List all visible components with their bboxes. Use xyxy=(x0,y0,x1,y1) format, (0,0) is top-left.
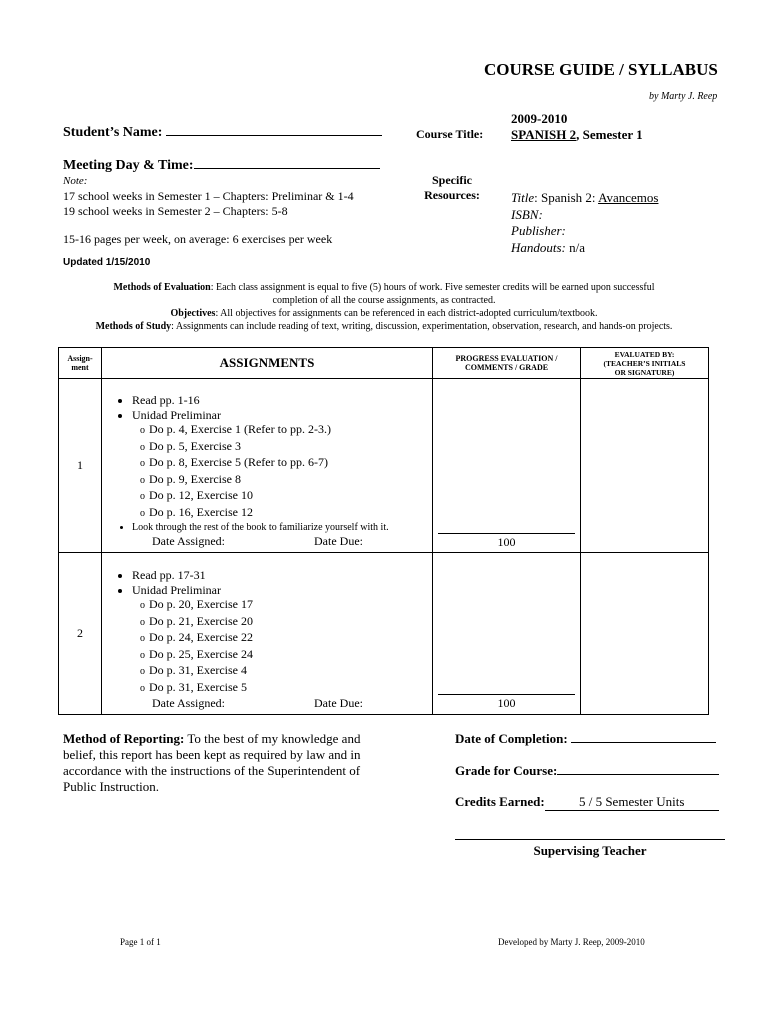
course-year: 2009-2010 xyxy=(511,111,568,126)
exercise-list xyxy=(132,422,432,521)
list-item: o Do p. 31, Exercise 4 xyxy=(140,663,432,680)
credits-field xyxy=(455,794,719,811)
grade-cell[interactable] xyxy=(433,553,581,715)
grade-value: 100 xyxy=(497,535,516,549)
list-item: o Do p. 21, Exercise 20 xyxy=(140,614,432,631)
list-item: o Do p. 20, Exercise 17 xyxy=(140,597,432,614)
resource-title-prefix: : Spanish 2: xyxy=(534,190,599,205)
resource-isbn-label: ISBN: xyxy=(511,206,543,222)
list-item: o Do p. 24, Exercise 22 xyxy=(140,630,432,647)
assignments-table xyxy=(58,347,709,715)
resource-handouts xyxy=(511,240,658,257)
credits-label: Credits Earned: xyxy=(455,794,545,809)
credits-value: 5 / 5 Semester Units xyxy=(545,794,719,811)
note-label: Note: xyxy=(63,175,88,187)
resource-handouts-value: n/a xyxy=(569,239,586,255)
note-line-2: 19 school weeks in Semester 2 – Chapters: 5-8 xyxy=(63,204,288,218)
reporting-label: Method of Reporting: xyxy=(63,731,185,746)
header-assignment-number-2: ment xyxy=(71,363,89,372)
reporting-line-2: belief, this report has been kept as required by law and in xyxy=(63,747,361,762)
course-grade-field[interactable] xyxy=(455,763,719,779)
resource-title-book: Avancemos xyxy=(598,190,659,205)
header-progress xyxy=(433,348,581,379)
list-item: o Do p. 4, Exercise 1 (Refer to pp. 2-3.) xyxy=(140,422,432,439)
resources-label xyxy=(416,173,488,203)
developed-by: Developed by Marty J. Reep, 2009-2010 xyxy=(498,937,645,947)
grade-line xyxy=(438,694,575,695)
header-progress-2: COMMENTS / GRADE xyxy=(464,363,549,372)
list-item: o Do p. 8, Exercise 5 (Refer to pp. 6-7) xyxy=(140,455,432,472)
list-item xyxy=(132,408,432,522)
list-item xyxy=(132,583,432,697)
reporting-line-4: Public Instruction. xyxy=(63,779,160,794)
reporting-line-1: To the best of my knowledge and xyxy=(184,731,361,746)
unit-name: Unidad Preliminar xyxy=(132,407,221,422)
course-grade-line[interactable] xyxy=(557,774,719,775)
meeting-time-label: Meeting Day & Time: xyxy=(63,158,194,173)
date-assigned-label: Date Assigned: xyxy=(152,534,225,548)
methods-objectives xyxy=(58,307,710,320)
assignment-list xyxy=(102,393,432,536)
note-line-1: 17 school weeks in Semester 1 – Chapters: Preliminar & 1-4 xyxy=(63,189,354,203)
completion-date-label: Date of Completion: xyxy=(455,731,568,746)
table-row xyxy=(59,553,709,715)
evaluation-label: Methods of Evaluation xyxy=(113,282,211,293)
reporting-section xyxy=(63,731,403,795)
resource-publisher-label: Publisher: xyxy=(511,223,566,238)
resource-title-label: Title xyxy=(511,190,535,205)
list-item: o Do p. 16, Exercise 12 xyxy=(140,505,432,522)
supervising-teacher-label: Supervising Teacher xyxy=(533,843,647,858)
objectives-text: : All objectives for assignments can be referenced in each district-adopted curriculum/textbook. xyxy=(215,308,598,319)
header-evaluated-1: EVALUATED BY: xyxy=(614,349,675,359)
course-semester: , Semester 1 xyxy=(576,127,643,142)
date-assigned-label: Date Assigned: xyxy=(152,696,225,710)
list-item: o Do p. 9, Exercise 8 xyxy=(140,472,432,489)
table-header-row xyxy=(59,348,709,379)
list-item: o Do p. 25, Exercise 24 xyxy=(140,647,432,664)
exercise-list xyxy=(132,597,432,696)
completion-date-field[interactable] xyxy=(455,731,716,747)
teacher-signature-line[interactable] xyxy=(455,839,725,840)
assignment-number: 2 xyxy=(59,553,102,715)
grade-line xyxy=(438,533,575,534)
author-byline: by Marty J. Reep xyxy=(649,91,718,102)
date-due-label: Date Due: xyxy=(314,534,363,548)
resources-label-line-1: Specific xyxy=(432,173,472,187)
date-fields xyxy=(102,696,363,711)
methods-study xyxy=(58,320,710,333)
completion-date-line[interactable] xyxy=(571,742,716,743)
header-evaluated-by xyxy=(581,348,709,379)
document-title: COURSE GUIDE / SYLLABUS xyxy=(484,60,718,79)
resource-handouts-label: Handouts: xyxy=(511,239,566,255)
meeting-time-line[interactable] xyxy=(194,168,380,169)
study-label: Methods of Study xyxy=(95,321,172,332)
evaluation-text-2: completion of all the course assignments, as contracted. xyxy=(272,295,496,306)
grade-cell[interactable] xyxy=(433,379,581,553)
header-assignment-number xyxy=(59,348,102,379)
table-row xyxy=(59,379,709,553)
header-assignment-number-1: Assign- xyxy=(67,354,93,363)
date-due-label: Date Due: xyxy=(314,696,363,710)
evaluated-by-cell[interactable] xyxy=(581,553,709,715)
methods-section xyxy=(58,281,710,333)
student-name-line[interactable] xyxy=(166,135,382,136)
evaluation-text: : Each class assignment is equal to five (5) hours of work. Five semester credits will be earned upon successful xyxy=(210,282,655,293)
resources-list xyxy=(511,190,658,256)
list-item: • Read pp. 17-31 xyxy=(132,568,432,583)
header-evaluated-2: (TEACHER’S INITIALS xyxy=(603,358,686,368)
assignment-number: 1 xyxy=(59,379,102,553)
course-title-label: Course Title: xyxy=(416,127,484,141)
unit-name: Unidad Preliminar xyxy=(132,582,221,597)
pages-note: 15-16 pages per week, on average: 6 exercises per week xyxy=(63,232,333,246)
course-name xyxy=(511,127,643,143)
grade-value: 100 xyxy=(497,696,516,710)
page-number: Page 1 of 1 xyxy=(120,937,161,947)
assignment-list xyxy=(102,568,432,696)
resources-label-line-2: Resources: xyxy=(424,188,480,202)
student-name-field[interactable] xyxy=(63,125,382,141)
updated-date: Updated 1/15/2010 xyxy=(63,257,151,268)
header-evaluated-3: OR SIGNATURE) xyxy=(614,367,675,377)
list-item: o Do p. 31, Exercise 5 xyxy=(140,680,432,697)
header-progress-1: PROGRESS EVALUATION / xyxy=(455,354,558,363)
list-item: • Look through the rest of the book to familiarize yourself with it. xyxy=(132,521,432,536)
assignment-content xyxy=(102,553,433,715)
evaluated-by-cell[interactable] xyxy=(581,379,709,553)
list-item: o Do p. 5, Exercise 3 xyxy=(140,439,432,456)
student-name-label: Student’s Name: xyxy=(63,125,163,140)
meeting-time-field[interactable] xyxy=(63,158,380,174)
course-grade-label: Grade for Course: xyxy=(455,763,558,778)
date-fields xyxy=(102,534,363,549)
objectives-label: Objectives xyxy=(170,308,216,319)
header-assignments: ASSIGNMENTS xyxy=(102,348,433,379)
assignment-content xyxy=(102,379,433,553)
methods-evaluation xyxy=(58,281,710,294)
course-name-value: SPANISH 2 xyxy=(511,127,577,142)
resource-title xyxy=(511,190,658,207)
list-item: o Do p. 12, Exercise 10 xyxy=(140,488,432,505)
study-text: : Assignments can include reading of text, writing, discussion, experimentation, observation, research, and hands-on projects. xyxy=(171,321,673,332)
list-item: • Read pp. 1-16 xyxy=(132,393,432,408)
reporting-line-3: accordance with the instructions of the Superintendent of xyxy=(63,763,361,778)
